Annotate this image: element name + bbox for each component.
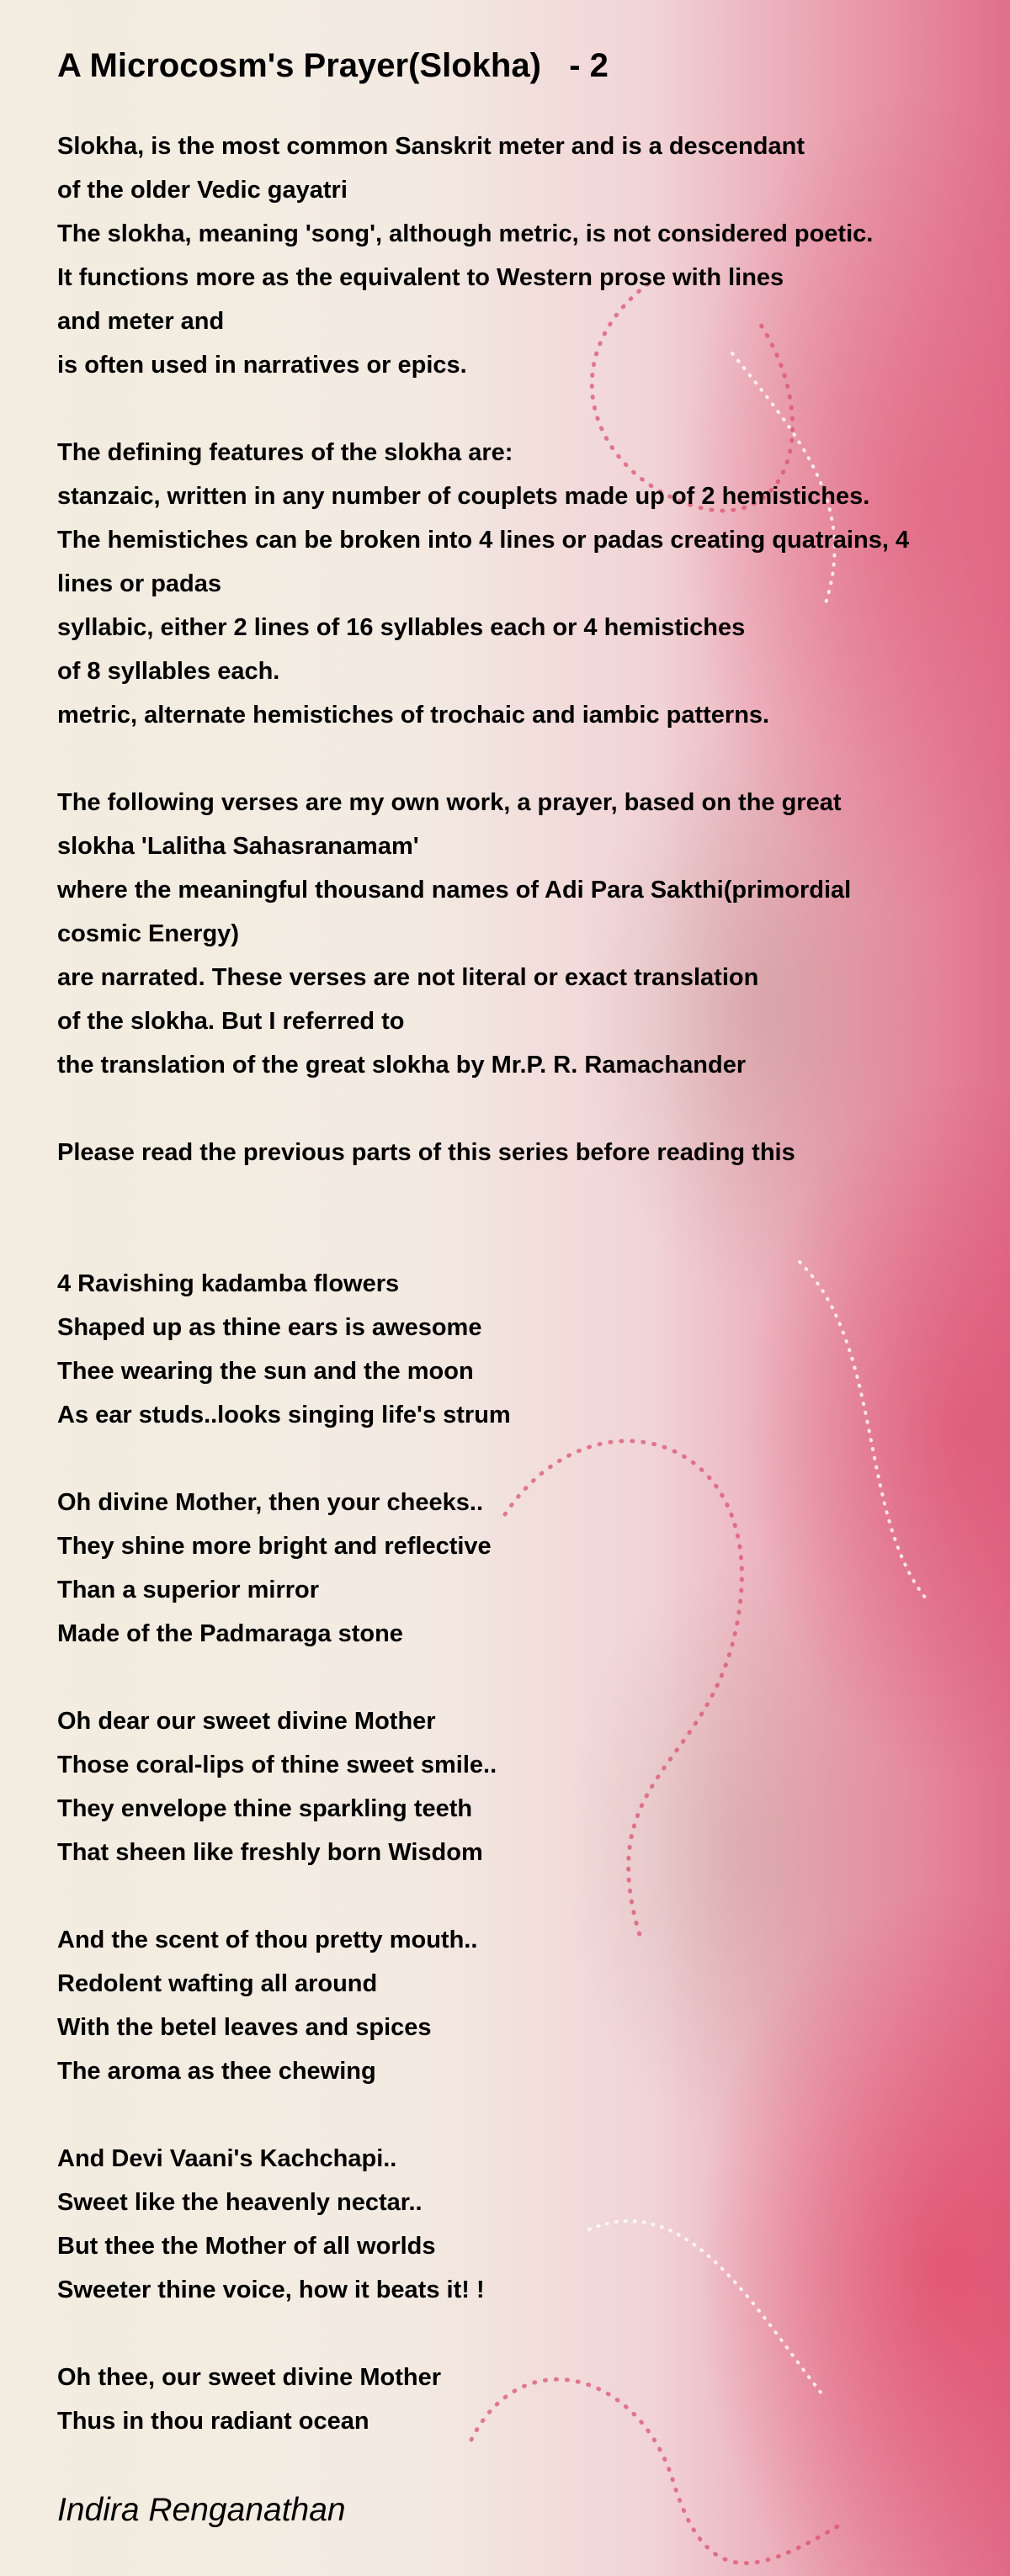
poem-line: And Devi Vaani's Kachchapi..: [57, 2145, 397, 2172]
blank-line: [57, 1174, 909, 1218]
poem-line: Sweet like the heavenly nectar..: [57, 2189, 423, 2216]
poem-line: Slokha, is the most common Sanskrit meter and is a descendant: [57, 133, 805, 160]
poem-line: As ear studs..looks singing life's strum: [57, 1402, 511, 1428]
poem-title: A Microcosm's Prayer(Slokha) - 2: [57, 47, 609, 84]
poem-line: cosmic Energy): [57, 920, 239, 947]
poem-line: lines or padas: [57, 570, 222, 597]
poem-line: Please read the previous parts of this series before reading this: [57, 1139, 795, 1166]
poem-author: Indira Renganathan: [57, 2492, 346, 2528]
poem-line: Oh thee, our sweet divine Mother: [57, 2364, 442, 2391]
poem-line: stanzaic, written in any number of couplets made up of 2 hemistiches.: [57, 483, 870, 510]
poem-line: Redolent wafting all around: [57, 1970, 378, 1997]
poem-line: With the betel leaves and spices: [57, 2014, 432, 2041]
poem-line: Made of the Padmaraga stone: [57, 1620, 403, 1647]
poem-line: It functions more as the equivalent to Western prose with lines: [57, 264, 784, 291]
blank-line: [57, 1874, 909, 1918]
blank-line: [57, 2093, 909, 2137]
blank-line: [57, 1656, 909, 1699]
poem-line: Oh dear our sweet divine Mother: [57, 1708, 436, 1735]
blank-line: [57, 1087, 909, 1131]
poem-line: Thus in thou radiant ocean: [57, 2408, 369, 2435]
poem-body: [57, 125, 909, 2443]
poem-line: Oh divine Mother, then your cheeks..: [57, 1489, 483, 1516]
poem-line: Than a superior mirror: [57, 1577, 320, 1603]
poem-line: But thee the Mother of all worlds: [57, 2233, 436, 2260]
blank-line: [57, 387, 909, 431]
poem-line: of 8 syllables each.: [57, 658, 280, 685]
poem-line: Thee wearing the sun and the moon: [57, 1358, 474, 1385]
poem-line: metric, alternate hemistiches of trochaic and iambic patterns.: [57, 702, 770, 729]
poem-line: where the meaningful thousand names of Adi Para Sakthi(primordial: [57, 877, 852, 904]
poem-line: are narrated. These verses are not literal or exact translation: [57, 964, 759, 991]
poem-line: is often used in narratives or epics.: [57, 352, 467, 379]
poem-line: of the older Vedic gayatri: [57, 177, 348, 204]
poem-line: 4 Ravishing kadamba flowers: [57, 1270, 400, 1297]
poem-line: And the scent of thou pretty mouth..: [57, 1927, 478, 1953]
poem-line: Shaped up as thine ears is awesome: [57, 1314, 482, 1341]
poem-line: They shine more bright and reflective: [57, 1533, 492, 1560]
poem-line: That sheen like freshly born Wisdom: [57, 1839, 483, 1866]
poem-line: They envelope thine sparkling teeth: [57, 1795, 473, 1822]
poem-line: The aroma as thee chewing: [57, 2058, 376, 2085]
poem-line: of the slokha. But I referred to: [57, 1008, 405, 1035]
blank-line: [57, 2312, 909, 2356]
blank-line: [57, 1218, 909, 1262]
poem-line: The following verses are my own work, a prayer, based on the great: [57, 789, 842, 816]
poem-line: Those coral-lips of thine sweet smile..: [57, 1752, 497, 1778]
poem-line: The hemistiches can be broken into 4 lines or padas creating quatrains, 4: [57, 527, 910, 554]
blank-line: [57, 737, 909, 781]
blank-line: [57, 1437, 909, 1481]
poem-line: Sweeter thine voice, how it beats it! !: [57, 2277, 485, 2303]
poem-line: The slokha, meaning 'song', although metric, is not considered poetic.: [57, 220, 874, 247]
poem-line: syllabic, either 2 lines of 16 syllables each or 4 hemistiches: [57, 614, 746, 641]
poem-line: and meter and: [57, 308, 225, 335]
poem-line: slokha 'Lalitha Sahasranamam': [57, 833, 419, 860]
poem-line: The defining features of the slokha are:: [57, 439, 513, 466]
poem-line: the translation of the great slokha by Mr.P. R. Ramachander: [57, 1052, 747, 1079]
